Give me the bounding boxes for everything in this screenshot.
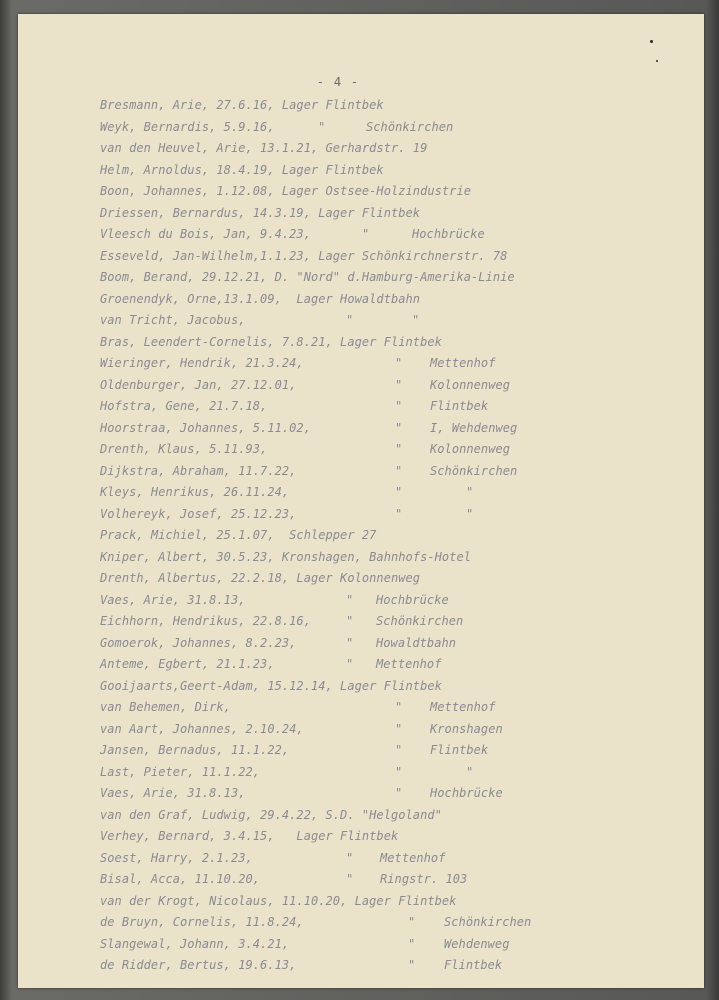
entry-text: Vaes, Arie, 31.8.13, [100,592,246,607]
entry-place: Flintbek [444,958,503,972]
entry-place: Hochbrücke [376,592,449,607]
entry-text: Last, Pieter, 11.1.22, [100,764,261,779]
entry-text: Eichhorn, Hendrikus, 22.8.16, [100,614,311,628]
ditto-mark: " [395,743,403,757]
entry-place: Flintbek [430,743,489,757]
entry-place: Schönkirchen [430,463,518,478]
entry-text: Kleys, Henrikus, 26.11.24, [100,485,290,499]
ditto-mark: " [395,700,403,714]
entry-text: Gooijaarts,Geert-Adam, 15.12.14, Lager Flintbek [100,678,442,693]
entry-place: " [466,764,474,779]
ditto-mark: " [346,872,354,886]
entry-text: Driessen, Bernardus, 14.3.19, Lager Flintbek [100,205,421,220]
ditto-mark: " [395,399,403,413]
entry-place: Schönkirchen [376,614,464,628]
entry-place: Kolonnenweg [430,442,511,456]
ditto-mark: " [362,227,370,241]
entry-text: Prack, Michiel, 25.1.07, Schlepper 27 [100,528,377,542]
entry-text: Anteme, Egbert, 21.1.23, [100,657,275,671]
entry-text: van Tricht, Jacobus, [100,313,246,327]
entry-text: Vaes, Arie, 31.8.13, [100,786,246,800]
ditto-mark: " [395,786,403,800]
ditto-mark: " [346,592,354,607]
entry-place: Howaldtbahn [376,635,457,650]
entry-text: Boon, Johannes, 1.12.08, Lager Ostsee-Holzindustrie [100,184,472,198]
entry-text: Dijkstra, Abraham, 11.7.22, [100,463,297,478]
entry-place: Kolonnenweg [430,377,511,392]
entry-text: van den Graf, Ludwig, 29.4.22, S.D. "Helgoland" [100,807,442,822]
entry-text: Bisal, Acca, 11.10.20, [100,872,261,886]
ditto-mark: " [395,420,403,435]
ditto-mark: " [408,958,416,972]
ditto-mark: " [395,356,403,370]
entry-text: Soest, Harry, 2.1.23, [100,850,253,865]
entry-text: Jansen, Bernadus, 11.1.22, [100,743,290,757]
entry-place: Hochbrücke [412,227,485,241]
page-number: - 4 - [316,74,360,89]
entry-text: Bresmann, Arie, 27.6.16, Lager Flintbek [100,98,384,112]
ditto-mark: " [408,936,416,951]
entry-text: Vleesch du Bois, Jan, 9.4.23, [100,227,311,241]
entry-text: Weyk, Bernardis, 5.9.16, [100,119,275,134]
ditto-mark: " [395,377,403,392]
entry-place: Hochbrücke [430,786,503,800]
document-page [18,14,704,988]
entry-text: van den Heuvel, Arie, 13.1.21, Gerhardstr. 19 [100,141,428,155]
entry-text: Wieringer, Hendrik, 21.3.24, [100,356,304,370]
entry-text: Verhey, Bernard, 3.4.15, Lager Flintbek [100,829,399,843]
entry-text: Gomoerok, Johannes, 8.2.23, [100,635,297,650]
ditto-mark: " [395,721,403,736]
entry-place: " [466,506,474,521]
entry-text: Esseveld, Jan-Wilhelm,1.1.23, Lager Schönkirchnerstr. 78 [100,248,508,263]
dust-speck [656,60,658,62]
entry-place: " [412,313,420,327]
ditto-mark: " [346,635,354,650]
entry-text: Helm, Arnoldus, 18.4.19, Lager Flintbek [100,162,384,177]
entry-text: Volhereyk, Josef, 25.12.23, [100,506,297,521]
entry-place: Mettenhof [380,850,446,865]
entry-text: de Ridder, Bertus, 19.6.13, [100,958,297,972]
entry-place: Schönkirchen [366,119,454,134]
ditto-mark: " [395,463,403,478]
ditto-mark: " [346,850,354,865]
ditto-mark: " [395,485,403,499]
entry-place: Kronshagen [430,721,503,736]
entry-text: Drenth, Klaus, 5.11.93, [100,442,268,456]
entry-text: Hoorstraa, Johannes, 5.11.02, [100,420,311,435]
entry-text: van Aart, Johannes, 2.10.24, [100,721,304,736]
entry-text: Kniper, Albert, 30.5.23, Kronshagen, Bahnhofs-Hotel [100,549,472,564]
entry-place: " [466,485,474,499]
ditto-mark: " [408,915,416,929]
entry-text: de Bruyn, Cornelis, 11.8.24, [100,915,304,929]
ditto-mark: " [395,764,403,779]
entry-text: Slangewal, Johann, 3.4.21, [100,936,290,951]
ditto-mark: " [318,119,326,134]
entry-place: Mettenhof [430,700,496,714]
entry-place: Wehdenweg [444,936,510,951]
ditto-mark: " [395,506,403,521]
entry-text: van der Krogt, Nicolaus, 11.10.20, Lager Flintbek [100,893,457,908]
entry-text: Hofstra, Gene, 21.7.18, [100,399,268,413]
entry-place: Mettenhof [430,356,496,370]
ditto-mark: " [346,657,354,671]
entry-place: Schönkirchen [444,915,532,929]
ditto-mark: " [346,313,354,327]
entry-text: Groenendyk, Orne,13.1.09, Lager Howaldtbahn [100,291,421,306]
entry-text: Bras, Leendert-Cornelis, 7.8.21, Lager Flintbek [100,334,442,349]
entry-place: I, Wehdenweg [430,420,518,435]
entry-text: Boom, Berand, 29.12.21, D. "Nord" d.Hamburg-Amerika-Linie [100,270,515,284]
entry-place: Mettenhof [376,657,442,671]
ditto-mark: " [346,614,354,628]
dust-speck [650,40,653,43]
entry-text: Oldenburger, Jan, 27.12.01, [100,377,297,392]
entry-place: Flintbek [430,399,489,413]
entry-text: Drenth, Albertus, 22.2.18, Lager Kolonnenweg [100,571,421,585]
entry-place: Ringstr. 103 [380,872,468,886]
ditto-mark: " [395,442,403,456]
entry-text: van Behemen, Dirk, [100,700,231,714]
